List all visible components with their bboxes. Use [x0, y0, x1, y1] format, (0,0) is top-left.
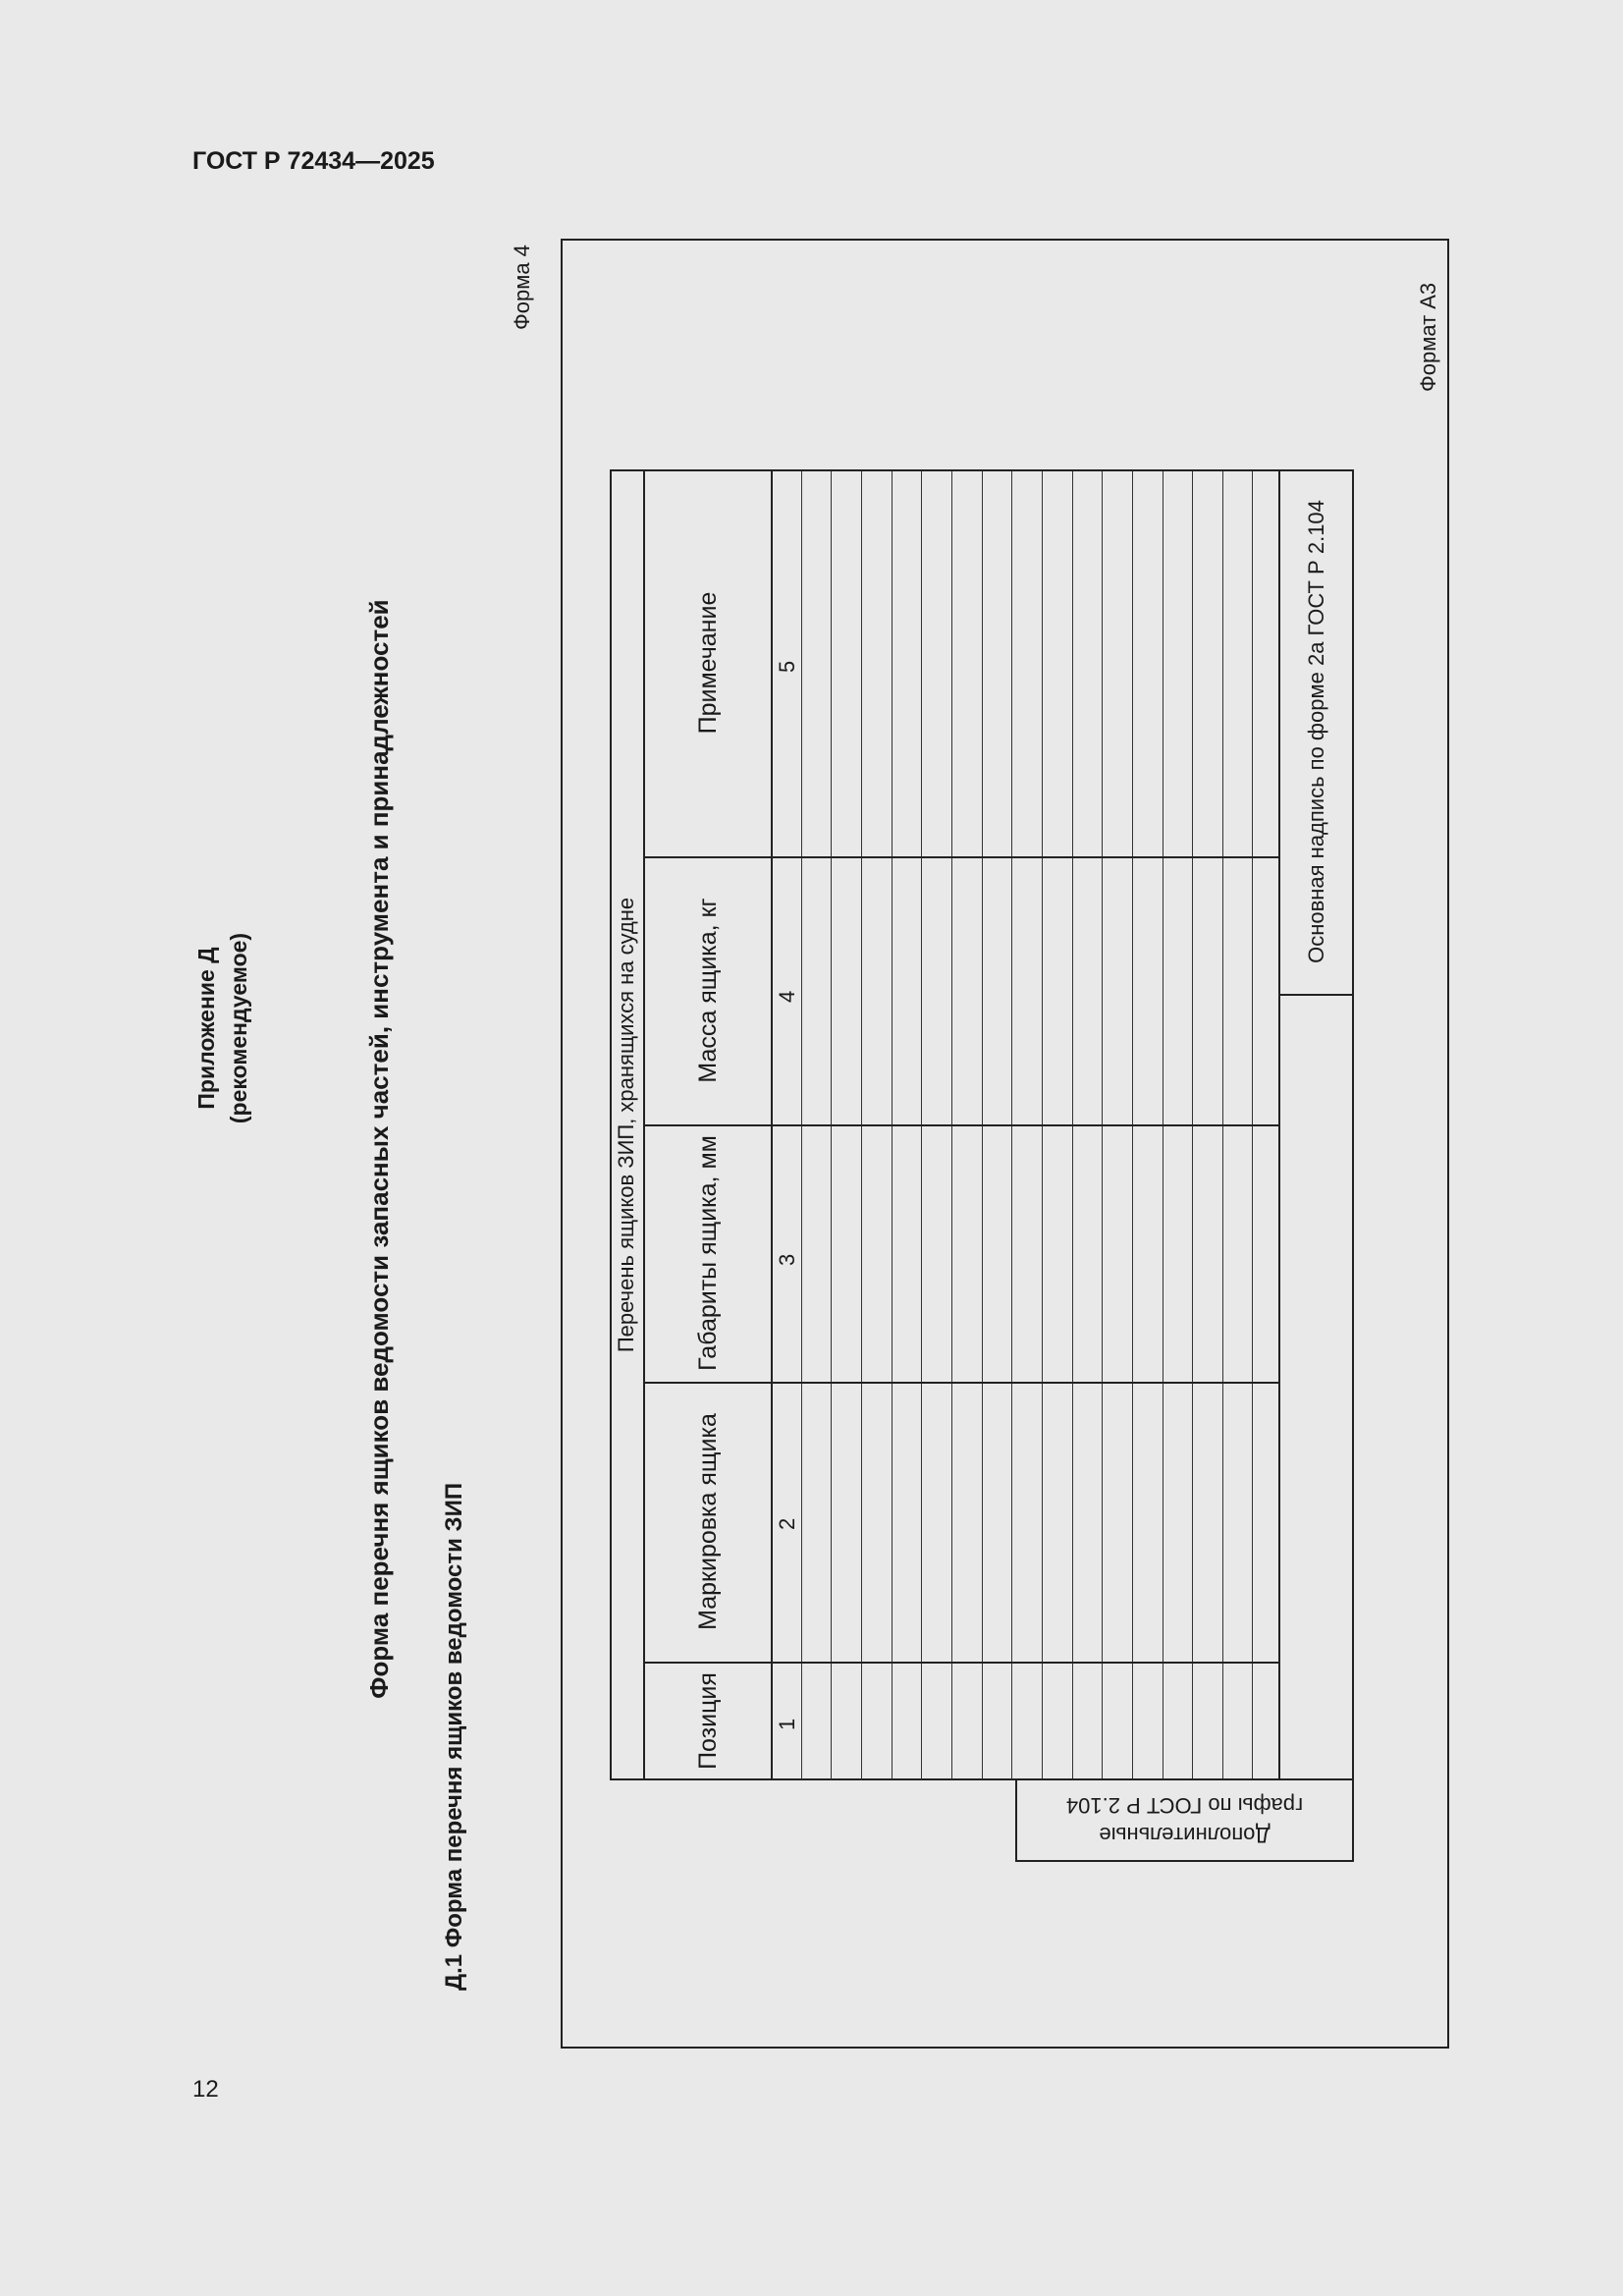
appendix-title: Приложение Д: [192, 947, 219, 1110]
extra-columns-label: [1015, 1778, 1354, 1862]
col-header-mass: Масса ящика, кг: [693, 898, 722, 1083]
table-title: Перечень ящиков ЗИП, хранящихся на судне: [614, 897, 638, 1353]
col-header-note: Примечание: [693, 591, 722, 735]
col-number-2: 2: [775, 1517, 799, 1530]
page-number: 12: [192, 2076, 219, 2103]
col-number-4: 4: [775, 990, 799, 1003]
col-number-3: 3: [775, 1253, 799, 1266]
standard-number: ГОСТ Р 72434—2025: [192, 147, 435, 175]
appendix-subtitle: (рекомендуемое): [225, 932, 251, 1124]
extra-columns-line1: Дополнительные: [1099, 1823, 1271, 1848]
col-header-dimensions: Габариты ящика, мм: [693, 1135, 722, 1371]
col-header-marking: Маркировка ящика: [693, 1413, 722, 1630]
col-number-5: 5: [775, 660, 799, 673]
form-label: Форма 4: [510, 245, 534, 330]
format-label: Формат А3: [1416, 282, 1440, 392]
col-number-1: 1: [775, 1718, 799, 1730]
section-title: Д.1 Форма перечня ящиков ведомости ЗИП: [441, 1482, 467, 1991]
extra-columns-line2: графы по ГОСТ Р 2.104: [1065, 1793, 1304, 1819]
col-header-position: Позиция: [693, 1672, 722, 1770]
title-block-label: Основная надпись по форме 2а ГОСТ Р 2.104: [1303, 500, 1328, 963]
main-title: Форма перечня ящиков ведомости запасных частей, инструмента и принадлежностей: [363, 599, 394, 1699]
